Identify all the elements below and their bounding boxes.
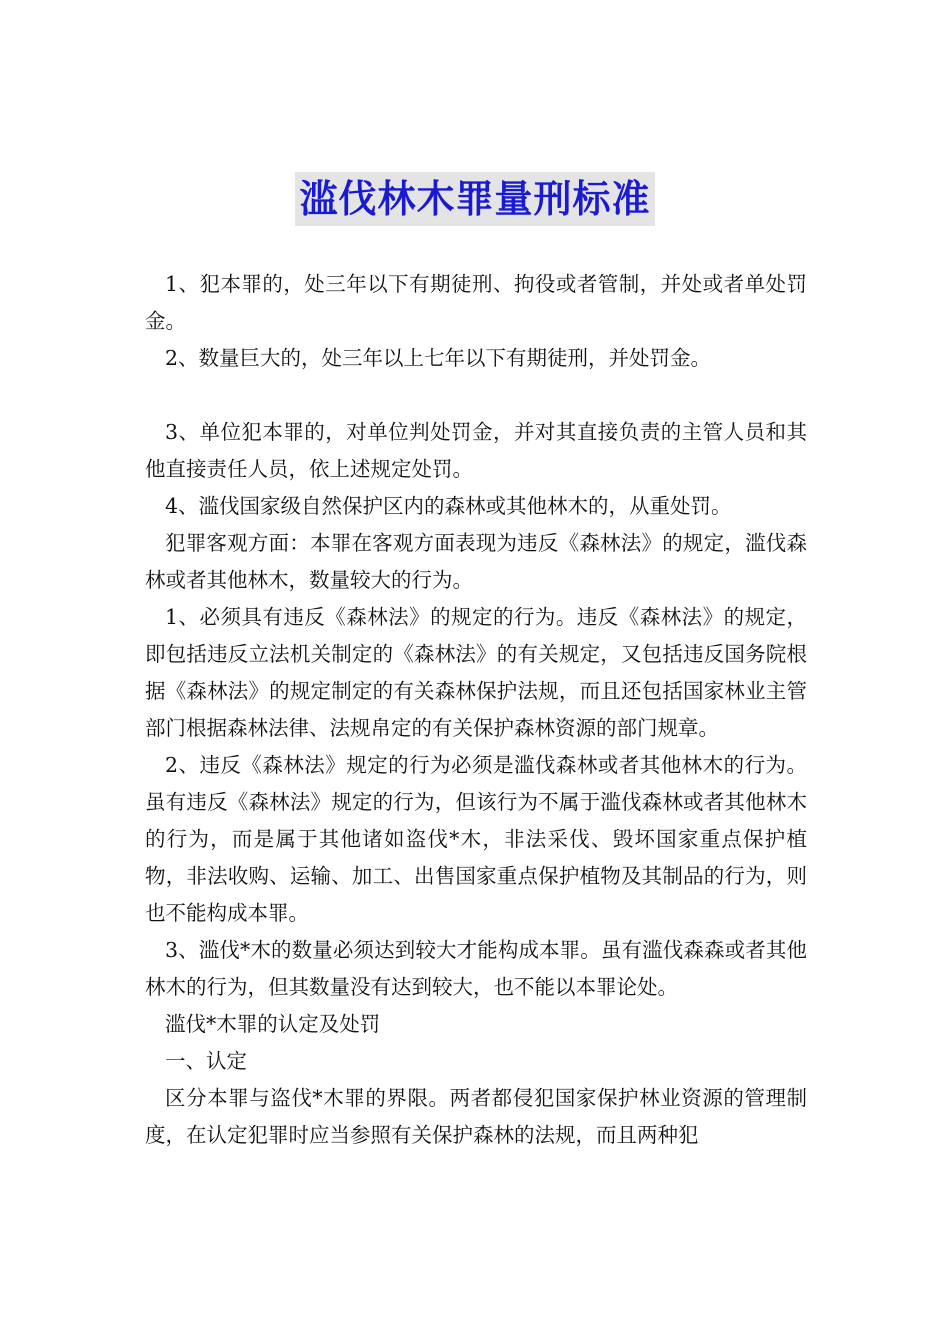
paragraph-1: 1、犯本罪的，处三年以下有期徒刑、拘役或者管制，并处或者单处罚金。 <box>145 272 807 333</box>
paragraph-5: 犯罪客观方面：本罪在客观方面表现为违反《森林法》的规定，滥伐森林或者其他林木，数量较大的行为。 <box>145 531 807 592</box>
document-title: 滥伐林木罪量刑标准 <box>295 172 654 226</box>
paragraph-3: 3、单位犯本罪的，对单位判处罚金，并对其直接负责的主管人员和其他直接责任人员，依上述规定处罚。 <box>145 420 807 481</box>
paragraph-11: 区分本罪与盗伐*木罪的界限。两者都侵犯国家保护林业资源的管理制度，在认定犯罪时应当参照有关保护森林的法规，而且两种犯 <box>145 1086 807 1147</box>
paragraph-10: 一、认定 <box>165 1049 247 1073</box>
paragraph-6: 1、必须具有违反《森林法》的规定的行为。违反《森林法》的规定，即包括违反立法机关制定的《森林法》的有关规定，又包括违反国务院根据《森林法》的规定制定的有关森林保护法规，而且还包括国家林业主管部门根据森林法律、法规帛定的有关保护森林资源的部门规章。 <box>145 605 807 740</box>
paragraph-2: 2、数量巨大的，处三年以上七年以下有期徒刑，并处罚金。 <box>165 346 712 370</box>
title-wrapper <box>0 172 950 226</box>
paragraph-8: 3、滥伐*木的数量必须达到较大才能构成本罪。虽有滥伐森森或者其他林木的行为，但其数量没有达到较大，也不能以本罪论处。 <box>145 938 807 999</box>
document-body <box>145 266 807 1154</box>
paragraph-7: 2、违反《森林法》规定的行为必须是滥伐森林或者其他林木的行为。虽有违反《森林法》规定的行为，但该行为不属于滥伐森林或者其他林木的行为，而是属于其他诸如盗伐*木，非法采伐、毁坏国家重点保护植物，非法收购、运输、加工、出售国家重点保护植物及其制品的行为，则也不能构成本罪。 <box>145 753 807 925</box>
paragraph-9: 滥伐*木罪的认定及处罚 <box>165 1012 381 1036</box>
paragraph-4: 4、滥伐国家级自然保护区内的森林或其他林木的，从重处罚。 <box>165 494 732 518</box>
